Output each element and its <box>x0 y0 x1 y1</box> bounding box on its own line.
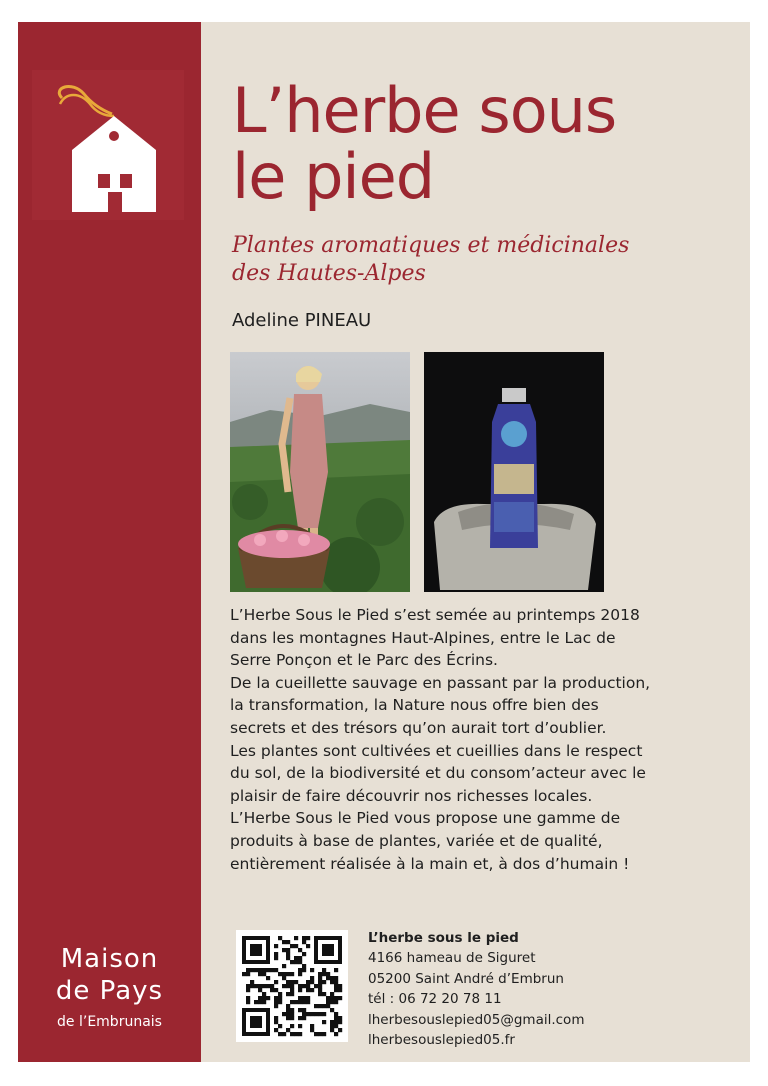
description-line: du sol, de la biodiversité et du consom’acteur avec le <box>230 764 646 783</box>
description-line: L’Herbe Sous le Pied vous propose une gamme de <box>230 809 621 828</box>
contact-phone[interactable]: tél : 06 72 20 78 11 <box>368 991 502 1008</box>
description-line: L’Herbe Sous le Pied s’est semée au printemps 2018 <box>230 606 640 624</box>
woman-harvesting-roses-photo <box>230 352 410 592</box>
description-line: produits à base de plantes, variée et de qualité, <box>230 831 603 850</box>
logo <box>32 70 184 220</box>
title-line-1: L’herbe sous <box>232 74 617 147</box>
description-line: Les plantes sont cultivées et cueillies dans le respect <box>230 741 643 760</box>
description-line: secrets et des trésors qu’on aurait tort d’oublier. <box>230 718 607 737</box>
house-tag-icon <box>32 70 184 220</box>
description-line: la transformation, la Nature nous offre bien des <box>230 696 599 715</box>
subtitle-line-2: des Hautes-Alpes <box>232 261 426 286</box>
contact-website[interactable]: lherbesouslepied05.fr <box>368 1032 515 1049</box>
page-title <box>232 74 732 213</box>
author-name: Adeline PINEAU <box>232 310 372 331</box>
floral-water-bottle-photo <box>424 352 604 592</box>
brand-line-1: Maison <box>60 944 159 974</box>
description-line: entièrement réalisée à la main et, à dos d’humain ! <box>230 854 630 873</box>
description-line: De la cueillette sauvage en passant par la production, <box>230 673 651 692</box>
contact-block <box>368 928 584 1050</box>
subtitle-line-1: Plantes aromatiques et médicinales <box>232 233 630 258</box>
contact-name: L’herbe sous le pied <box>368 930 519 946</box>
description <box>230 604 735 875</box>
qr-code-icon[interactable] <box>236 930 348 1042</box>
contact-email[interactable]: lherbesouslepied05@gmail.com <box>368 1011 585 1028</box>
title-line-2: le pied <box>232 140 435 213</box>
contact-address-2: 05200 Saint André d’Embrun <box>368 970 564 987</box>
brand-line-3: de l’Embrunais <box>57 1014 162 1030</box>
contact-address-1: 4166 hameau de Siguret <box>368 950 536 967</box>
brand-line-2: de Pays <box>55 976 164 1006</box>
subtitle <box>232 232 752 288</box>
sidebar <box>18 22 201 1062</box>
description-line: plaisir de faire découvrir nos richesses locales. <box>230 786 593 805</box>
description-line: dans les montagnes Haut-Alpines, entre le Lac de <box>230 628 616 647</box>
description-line: Serre Ponçon et le Parc des Écrins. <box>230 651 498 670</box>
poster <box>18 22 750 1062</box>
